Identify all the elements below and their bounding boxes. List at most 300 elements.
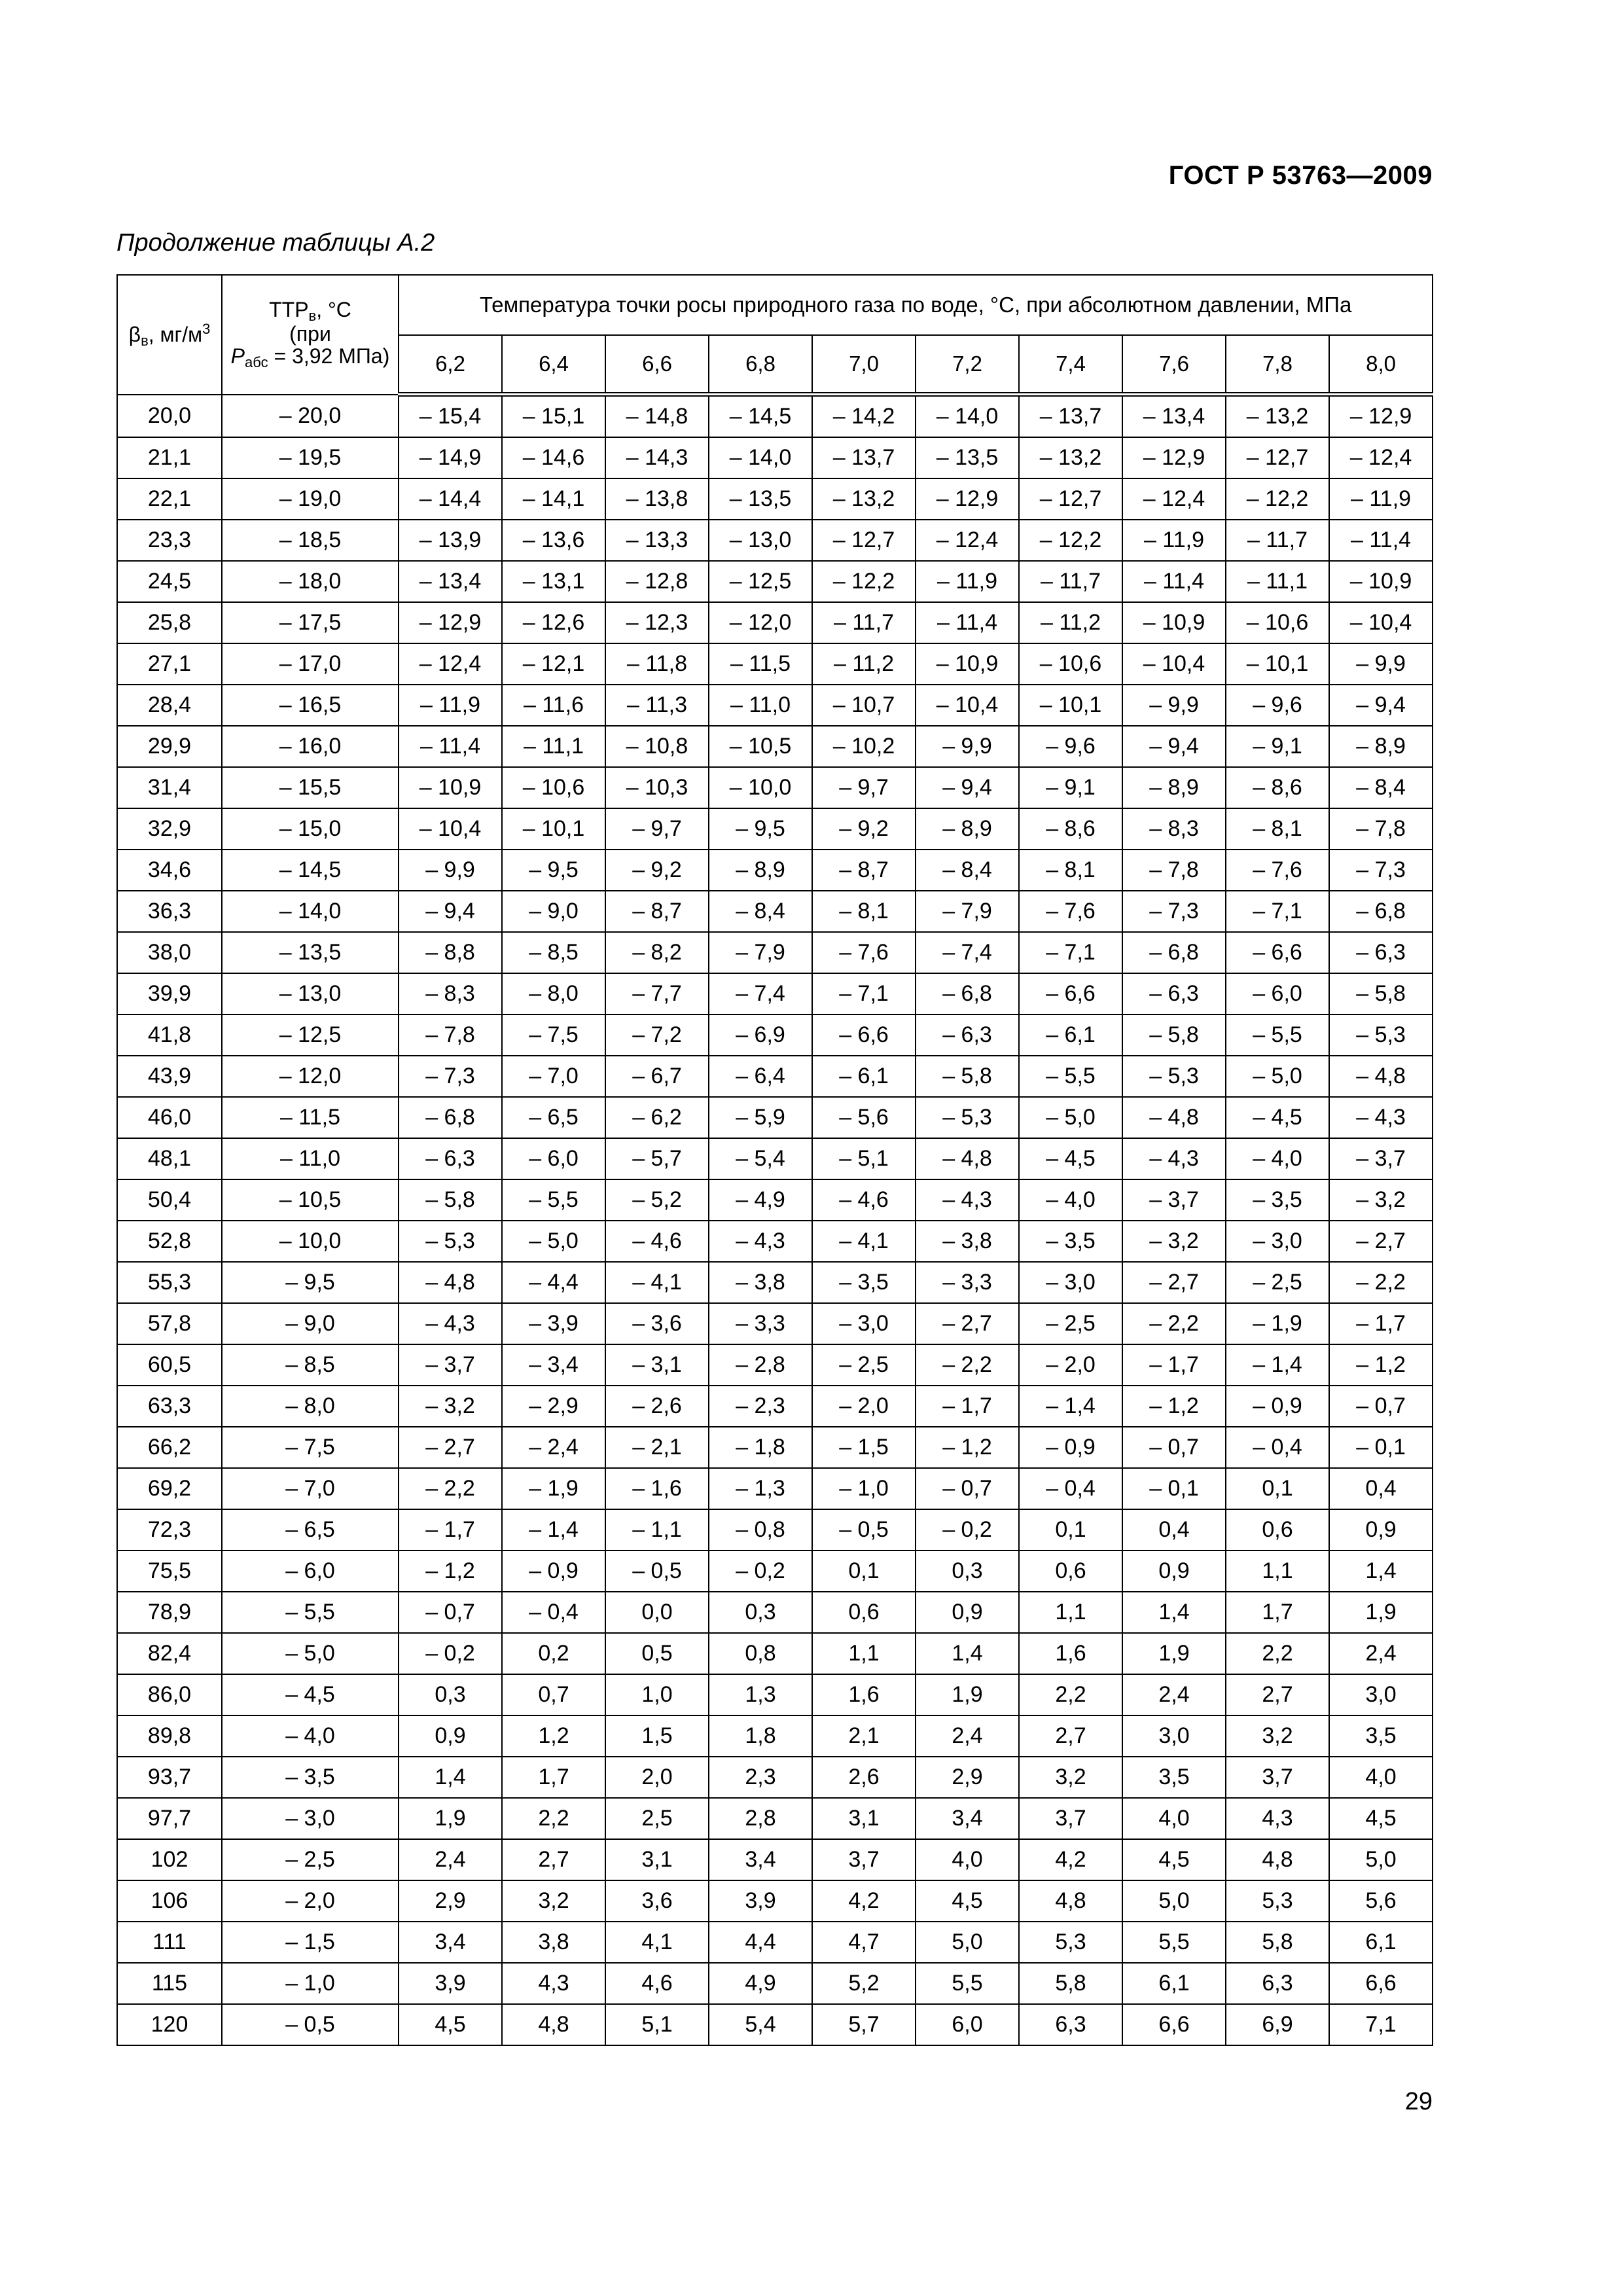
cell-dew-point: – 4,8 — [1122, 1097, 1226, 1138]
cell-dew-point: – 12,4 — [916, 520, 1019, 561]
cell-dew-point: 1,8 — [709, 1715, 812, 1757]
cell-dew-point: 0,3 — [916, 1551, 1019, 1592]
cell-dew-point: 2,3 — [709, 1757, 812, 1798]
cell-dew-point: – 1,4 — [1226, 1344, 1329, 1386]
cell-dew-point: – 7,0 — [502, 1056, 605, 1097]
cell-ttr: – 1,5 — [222, 1922, 399, 1963]
cell-dew-point: – 8,9 — [1122, 767, 1226, 808]
cell-beta: 38,0 — [117, 932, 222, 973]
table-row — [117, 1715, 1433, 1757]
header-ttr: $ТТР_в$, °С (при $P_{абс} = 3,92$ МПа) — [222, 275, 399, 395]
cell-dew-point: – 10,1 — [502, 808, 605, 850]
cell-dew-point: 4,0 — [1122, 1798, 1226, 1839]
header-pressure: 7,0 — [812, 335, 916, 395]
cell-dew-point: 3,9 — [709, 1880, 812, 1922]
cell-dew-point: 5,8 — [1226, 1922, 1329, 1963]
cell-dew-point: 2,4 — [1329, 1633, 1433, 1674]
cell-dew-point: 5,8 — [1019, 1963, 1122, 2004]
table-row — [117, 437, 1433, 478]
cell-beta: 43,9 — [117, 1056, 222, 1097]
cell-dew-point: – 6,6 — [1019, 973, 1122, 1014]
cell-dew-point: 4,0 — [1329, 1757, 1433, 1798]
table-row — [117, 2004, 1433, 2045]
cell-beta: 60,5 — [117, 1344, 222, 1386]
cell-dew-point: 0,0 — [605, 1592, 709, 1633]
table-row — [117, 1344, 1433, 1386]
cell-dew-point: – 11,4 — [1122, 561, 1226, 602]
cell-dew-point: – 0,7 — [1122, 1427, 1226, 1468]
cell-ttr: – 12,0 — [222, 1056, 399, 1097]
cell-dew-point: – 5,3 — [1122, 1056, 1226, 1097]
cell-beta: 78,9 — [117, 1592, 222, 1633]
cell-dew-point: – 2,5 — [1019, 1303, 1122, 1344]
cell-dew-point: 3,0 — [1329, 1674, 1433, 1715]
cell-beta: 115 — [117, 1963, 222, 2004]
cell-dew-point: – 14,2 — [812, 395, 916, 438]
cell-dew-point: 3,2 — [1226, 1715, 1329, 1757]
cell-dew-point: – 2,2 — [1122, 1303, 1226, 1344]
cell-dew-point: 3,1 — [605, 1839, 709, 1880]
cell-dew-point: – 4,8 — [1329, 1056, 1433, 1097]
cell-dew-point: – 7,6 — [1226, 850, 1329, 891]
cell-dew-point: – 6,3 — [399, 1138, 502, 1179]
cell-beta: 120 — [117, 2004, 222, 2045]
cell-beta: 36,3 — [117, 891, 222, 932]
cell-dew-point: – 9,5 — [709, 808, 812, 850]
cell-dew-point: 3,8 — [502, 1922, 605, 1963]
cell-dew-point: – 2,7 — [1329, 1221, 1433, 1262]
cell-dew-point: 4,5 — [1122, 1839, 1226, 1880]
cell-dew-point: – 7,1 — [812, 973, 916, 1014]
cell-dew-point: 4,5 — [916, 1880, 1019, 1922]
cell-dew-point: – 13,1 — [502, 561, 605, 602]
cell-dew-point: – 3,7 — [1329, 1138, 1433, 1179]
cell-ttr: – 3,0 — [222, 1798, 399, 1839]
cell-dew-point: – 7,2 — [605, 1014, 709, 1056]
cell-dew-point: – 1,0 — [812, 1468, 916, 1509]
cell-dew-point: – 2,0 — [812, 1386, 916, 1427]
cell-ttr: – 3,5 — [222, 1757, 399, 1798]
cell-beta: 57,8 — [117, 1303, 222, 1344]
cell-beta: 89,8 — [117, 1715, 222, 1757]
cell-dew-point: – 5,7 — [605, 1138, 709, 1179]
table-row — [117, 1303, 1433, 1344]
cell-dew-point: – 2,2 — [1329, 1262, 1433, 1303]
cell-beta: 111 — [117, 1922, 222, 1963]
cell-ttr: – 15,0 — [222, 808, 399, 850]
table-row — [117, 602, 1433, 643]
cell-dew-point: – 6,7 — [605, 1056, 709, 1097]
table-row — [117, 1262, 1433, 1303]
cell-dew-point: – 13,6 — [502, 520, 605, 561]
cell-dew-point: 3,7 — [1226, 1757, 1329, 1798]
cell-dew-point: – 0,8 — [709, 1509, 812, 1551]
cell-dew-point: – 9,2 — [605, 850, 709, 891]
cell-dew-point: – 2,8 — [709, 1344, 812, 1386]
cell-ttr: – 7,0 — [222, 1468, 399, 1509]
cell-dew-point: – 2,5 — [1226, 1262, 1329, 1303]
table-row — [117, 478, 1433, 520]
cell-dew-point: – 12,2 — [1226, 478, 1329, 520]
cell-dew-point: – 2,1 — [605, 1427, 709, 1468]
cell-dew-point: – 6,1 — [1019, 1014, 1122, 1056]
cell-dew-point: – 5,2 — [605, 1179, 709, 1221]
cell-dew-point: 2,9 — [916, 1757, 1019, 1798]
cell-dew-point: – 11,4 — [399, 726, 502, 767]
table-row — [117, 1963, 1433, 2004]
table-row — [117, 932, 1433, 973]
cell-dew-point: – 12,9 — [399, 602, 502, 643]
cell-dew-point: – 7,3 — [1122, 891, 1226, 932]
cell-dew-point: – 1,2 — [1122, 1386, 1226, 1427]
table-row — [117, 973, 1433, 1014]
cell-dew-point: 1,5 — [605, 1715, 709, 1757]
cell-ttr: – 7,5 — [222, 1427, 399, 1468]
cell-dew-point: – 1,7 — [916, 1386, 1019, 1427]
cell-dew-point: – 10,1 — [1226, 643, 1329, 685]
cell-dew-point: – 0,7 — [916, 1468, 1019, 1509]
cell-dew-point: – 10,6 — [1226, 602, 1329, 643]
cell-dew-point: – 9,6 — [1226, 685, 1329, 726]
cell-dew-point: 1,6 — [1019, 1633, 1122, 1674]
cell-dew-point: – 5,1 — [812, 1138, 916, 1179]
cell-dew-point: 2,7 — [502, 1839, 605, 1880]
cell-dew-point: – 2,7 — [916, 1303, 1019, 1344]
table-row — [117, 1798, 1433, 1839]
cell-dew-point: – 5,0 — [1226, 1056, 1329, 1097]
cell-dew-point: – 10,4 — [399, 808, 502, 850]
cell-dew-point: – 3,7 — [399, 1344, 502, 1386]
cell-dew-point: 5,3 — [1226, 1880, 1329, 1922]
cell-dew-point: 5,0 — [1329, 1839, 1433, 1880]
cell-ttr: – 8,0 — [222, 1386, 399, 1427]
cell-dew-point: 6,6 — [1122, 2004, 1226, 2045]
cell-dew-point: – 3,4 — [502, 1344, 605, 1386]
table-row — [117, 891, 1433, 932]
cell-dew-point: – 13,4 — [1122, 395, 1226, 438]
cell-dew-point: – 12,4 — [1329, 437, 1433, 478]
cell-dew-point: – 3,6 — [605, 1303, 709, 1344]
cell-beta: 82,4 — [117, 1633, 222, 1674]
cell-dew-point: – 4,5 — [1226, 1097, 1329, 1138]
cell-dew-point: 4,0 — [916, 1839, 1019, 1880]
table-row — [117, 1674, 1433, 1715]
table-row — [117, 395, 1433, 438]
cell-dew-point: – 5,8 — [399, 1179, 502, 1221]
cell-ttr: – 5,0 — [222, 1633, 399, 1674]
cell-dew-point: – 4,4 — [502, 1262, 605, 1303]
table-row — [117, 1097, 1433, 1138]
cell-dew-point: – 2,4 — [502, 1427, 605, 1468]
cell-dew-point: 0,1 — [1019, 1509, 1122, 1551]
cell-dew-point: – 7,9 — [709, 932, 812, 973]
cell-dew-point: – 11,1 — [502, 726, 605, 767]
cell-dew-point: 3,2 — [502, 1880, 605, 1922]
cell-dew-point: – 13,7 — [1019, 395, 1122, 438]
cell-dew-point: – 6,5 — [502, 1097, 605, 1138]
cell-dew-point: – 6,6 — [1226, 932, 1329, 973]
cell-dew-point: 3,7 — [812, 1839, 916, 1880]
cell-beta: 29,9 — [117, 726, 222, 767]
cell-dew-point: 1,9 — [916, 1674, 1019, 1715]
header-pressure: 6,2 — [399, 335, 502, 395]
cell-dew-point: – 2,2 — [916, 1344, 1019, 1386]
cell-dew-point: – 8,0 — [502, 973, 605, 1014]
cell-ttr: – 9,5 — [222, 1262, 399, 1303]
cell-dew-point: – 8,4 — [1329, 767, 1433, 808]
header-pressure: 7,8 — [1226, 335, 1329, 395]
cell-dew-point: – 7,7 — [605, 973, 709, 1014]
cell-dew-point: – 5,3 — [916, 1097, 1019, 1138]
cell-dew-point: 5,7 — [812, 2004, 916, 2045]
cell-dew-point: 0,7 — [502, 1674, 605, 1715]
cell-dew-point: – 5,3 — [1329, 1014, 1433, 1056]
cell-dew-point: – 12,7 — [1019, 478, 1122, 520]
table-row — [117, 1056, 1433, 1097]
cell-dew-point: – 12,7 — [812, 520, 916, 561]
cell-dew-point: 3,5 — [1122, 1757, 1226, 1798]
cell-dew-point: – 0,9 — [502, 1551, 605, 1592]
table-row — [117, 1551, 1433, 1592]
cell-dew-point: – 8,2 — [605, 932, 709, 973]
cell-dew-point: 5,5 — [1122, 1922, 1226, 1963]
cell-dew-point: – 9,2 — [812, 808, 916, 850]
cell-dew-point: – 15,1 — [502, 395, 605, 438]
cell-dew-point: – 1,7 — [399, 1509, 502, 1551]
header-pressure: 6,8 — [709, 335, 812, 395]
cell-dew-point: 0,9 — [1122, 1551, 1226, 1592]
cell-beta: 75,5 — [117, 1551, 222, 1592]
cell-beta: 66,2 — [117, 1427, 222, 1468]
cell-dew-point: – 7,3 — [1329, 850, 1433, 891]
cell-ttr: – 18,0 — [222, 561, 399, 602]
cell-dew-point: – 10,4 — [1122, 643, 1226, 685]
cell-dew-point: – 12,4 — [1122, 478, 1226, 520]
cell-dew-point: – 5,5 — [1226, 1014, 1329, 1056]
cell-ttr: – 4,0 — [222, 1715, 399, 1757]
cell-dew-point: 5,4 — [709, 2004, 812, 2045]
table-row — [117, 1468, 1433, 1509]
cell-dew-point: – 4,0 — [1226, 1138, 1329, 1179]
table-row — [117, 520, 1433, 561]
cell-dew-point: 2,4 — [916, 1715, 1019, 1757]
cell-beta: 63,3 — [117, 1386, 222, 1427]
cell-dew-point: – 6,2 — [605, 1097, 709, 1138]
cell-dew-point: – 12,3 — [605, 602, 709, 643]
header-pressure: 7,6 — [1122, 335, 1226, 395]
cell-dew-point: – 8,3 — [399, 973, 502, 1014]
cell-dew-point: – 3,2 — [1329, 1179, 1433, 1221]
cell-dew-point: – 0,7 — [1329, 1386, 1433, 1427]
cell-dew-point: 3,6 — [605, 1880, 709, 1922]
cell-beta: 34,6 — [117, 850, 222, 891]
cell-beta: 93,7 — [117, 1757, 222, 1798]
cell-dew-point: 0,9 — [916, 1592, 1019, 1633]
table-row — [117, 1922, 1433, 1963]
cell-dew-point: – 12,1 — [502, 643, 605, 685]
cell-dew-point: – 3,3 — [916, 1262, 1019, 1303]
table-row — [117, 1427, 1433, 1468]
cell-dew-point: – 4,1 — [812, 1221, 916, 1262]
cell-dew-point: – 11,7 — [812, 602, 916, 643]
cell-dew-point: – 3,5 — [1019, 1221, 1122, 1262]
table-body — [117, 395, 1433, 2046]
cell-dew-point: – 4,5 — [1019, 1138, 1122, 1179]
cell-dew-point: 6,9 — [1226, 2004, 1329, 2045]
cell-dew-point: 6,1 — [1122, 1963, 1226, 2004]
cell-ttr: – 6,5 — [222, 1509, 399, 1551]
cell-dew-point: 5,0 — [916, 1922, 1019, 1963]
cell-dew-point: 5,0 — [1122, 1880, 1226, 1922]
cell-dew-point: – 11,4 — [1329, 520, 1433, 561]
cell-dew-point: 4,7 — [812, 1922, 916, 1963]
cell-dew-point: – 4,3 — [1122, 1138, 1226, 1179]
cell-dew-point: 3,0 — [1122, 1715, 1226, 1757]
table-row — [117, 850, 1433, 891]
cell-dew-point: – 4,8 — [916, 1138, 1019, 1179]
cell-ttr: – 13,5 — [222, 932, 399, 973]
cell-dew-point: – 4,6 — [605, 1221, 709, 1262]
cell-dew-point: – 6,8 — [1122, 932, 1226, 973]
cell-dew-point: – 10,7 — [812, 685, 916, 726]
cell-dew-point: – 14,3 — [605, 437, 709, 478]
cell-dew-point: 3,4 — [709, 1839, 812, 1880]
cell-dew-point: – 12,7 — [1226, 437, 1329, 478]
cell-beta: 28,4 — [117, 685, 222, 726]
header-row-1 — [117, 275, 1433, 335]
cell-dew-point: 1,4 — [1122, 1592, 1226, 1633]
cell-beta: 21,1 — [117, 437, 222, 478]
cell-beta: 52,8 — [117, 1221, 222, 1262]
cell-dew-point: – 1,2 — [1329, 1344, 1433, 1386]
cell-dew-point: – 4,8 — [399, 1262, 502, 1303]
cell-dew-point: – 3,8 — [709, 1262, 812, 1303]
cell-ttr: – 14,0 — [222, 891, 399, 932]
cell-beta: 39,9 — [117, 973, 222, 1014]
cell-dew-point: – 5,8 — [1329, 973, 1433, 1014]
cell-dew-point: 1,9 — [399, 1798, 502, 1839]
cell-dew-point: 2,8 — [709, 1798, 812, 1839]
cell-dew-point: 7,1 — [1329, 2004, 1433, 2045]
cell-ttr: – 16,0 — [222, 726, 399, 767]
cell-dew-point: 4,8 — [1019, 1880, 1122, 1922]
cell-ttr: – 17,0 — [222, 643, 399, 685]
cell-dew-point: – 14,0 — [916, 395, 1019, 438]
cell-dew-point: 5,6 — [1329, 1880, 1433, 1922]
cell-dew-point: – 11,1 — [1226, 561, 1329, 602]
cell-dew-point: 1,2 — [502, 1715, 605, 1757]
cell-dew-point: 6,3 — [1019, 2004, 1122, 2045]
cell-dew-point: – 11,0 — [709, 685, 812, 726]
cell-dew-point: – 5,0 — [502, 1221, 605, 1262]
cell-ttr: – 4,5 — [222, 1674, 399, 1715]
cell-dew-point: 6,3 — [1226, 1963, 1329, 2004]
cell-dew-point: – 0,1 — [1122, 1468, 1226, 1509]
cell-dew-point: – 6,3 — [1329, 932, 1433, 973]
document-code: ГОСТ Р 53763—2009 — [1168, 161, 1433, 190]
cell-ttr: – 15,5 — [222, 767, 399, 808]
cell-dew-point: – 7,8 — [1329, 808, 1433, 850]
cell-dew-point: – 2,5 — [812, 1344, 916, 1386]
cell-dew-point: 4,8 — [1226, 1839, 1329, 1880]
cell-dew-point: 5,1 — [605, 2004, 709, 2045]
cell-dew-point: – 4,3 — [709, 1221, 812, 1262]
cell-dew-point: – 12,9 — [1122, 437, 1226, 478]
cell-dew-point: – 8,8 — [399, 932, 502, 973]
cell-dew-point: – 7,9 — [916, 891, 1019, 932]
cell-dew-point: 4,2 — [812, 1880, 916, 1922]
cell-dew-point: – 3,8 — [916, 1221, 1019, 1262]
cell-dew-point: – 3,2 — [1122, 1221, 1226, 1262]
cell-dew-point: – 4,9 — [709, 1179, 812, 1221]
cell-beta: 41,8 — [117, 1014, 222, 1056]
cell-dew-point: – 3,1 — [605, 1344, 709, 1386]
cell-ttr: – 10,5 — [222, 1179, 399, 1221]
cell-dew-point: – 8,1 — [1226, 808, 1329, 850]
table-row — [117, 643, 1433, 685]
cell-dew-point: – 3,2 — [399, 1386, 502, 1427]
cell-beta: 102 — [117, 1839, 222, 1880]
cell-dew-point: – 10,9 — [1122, 602, 1226, 643]
cell-dew-point: 1,7 — [502, 1757, 605, 1798]
cell-dew-point: 3,1 — [812, 1798, 916, 1839]
cell-dew-point: – 7,8 — [399, 1014, 502, 1056]
cell-dew-point: – 8,6 — [1226, 767, 1329, 808]
cell-dew-point: – 3,7 — [1122, 1179, 1226, 1221]
cell-dew-point: – 6,3 — [1122, 973, 1226, 1014]
header-pressure: 8,0 — [1329, 335, 1433, 395]
cell-dew-point: 0,6 — [1019, 1551, 1122, 1592]
cell-dew-point: 1,1 — [1226, 1551, 1329, 1592]
cell-dew-point: – 5,5 — [1019, 1056, 1122, 1097]
cell-dew-point: 1,4 — [399, 1757, 502, 1798]
cell-dew-point: – 0,2 — [709, 1551, 812, 1592]
cell-dew-point: 5,5 — [916, 1963, 1019, 2004]
cell-dew-point: – 0,5 — [812, 1509, 916, 1551]
cell-dew-point: – 10,5 — [709, 726, 812, 767]
cell-dew-point: – 10,4 — [916, 685, 1019, 726]
cell-dew-point: 4,5 — [1329, 1798, 1433, 1839]
cell-dew-point: – 12,6 — [502, 602, 605, 643]
cell-dew-point: – 12,2 — [1019, 520, 1122, 561]
cell-dew-point: – 3,3 — [709, 1303, 812, 1344]
cell-dew-point: – 1,9 — [1226, 1303, 1329, 1344]
cell-ttr: – 16,5 — [222, 685, 399, 726]
cell-dew-point: – 3,0 — [812, 1303, 916, 1344]
cell-dew-point: – 0,7 — [399, 1592, 502, 1633]
cell-dew-point: 2,2 — [1019, 1674, 1122, 1715]
cell-beta: 31,4 — [117, 767, 222, 808]
cell-dew-point: 4,2 — [1019, 1839, 1122, 1880]
cell-dew-point: – 15,4 — [399, 395, 502, 438]
cell-beta: 55,3 — [117, 1262, 222, 1303]
header-beta: $\beta_в$, $мг/м^3$ — [117, 275, 222, 395]
cell-beta: 22,1 — [117, 478, 222, 520]
cell-ttr: – 17,5 — [222, 602, 399, 643]
cell-dew-point: – 8,9 — [709, 850, 812, 891]
cell-dew-point: – 12,2 — [812, 561, 916, 602]
cell-dew-point: – 9,4 — [1122, 726, 1226, 767]
cell-dew-point: – 14,1 — [502, 478, 605, 520]
cell-dew-point: – 2,7 — [1122, 1262, 1226, 1303]
cell-dew-point: – 10,8 — [605, 726, 709, 767]
cell-dew-point: – 13,2 — [1226, 395, 1329, 438]
cell-dew-point: – 6,6 — [812, 1014, 916, 1056]
cell-dew-point: 3,9 — [399, 1963, 502, 2004]
cell-dew-point: – 3,0 — [1019, 1262, 1122, 1303]
cell-dew-point: – 8,5 — [502, 932, 605, 973]
cell-dew-point: – 1,1 — [605, 1509, 709, 1551]
